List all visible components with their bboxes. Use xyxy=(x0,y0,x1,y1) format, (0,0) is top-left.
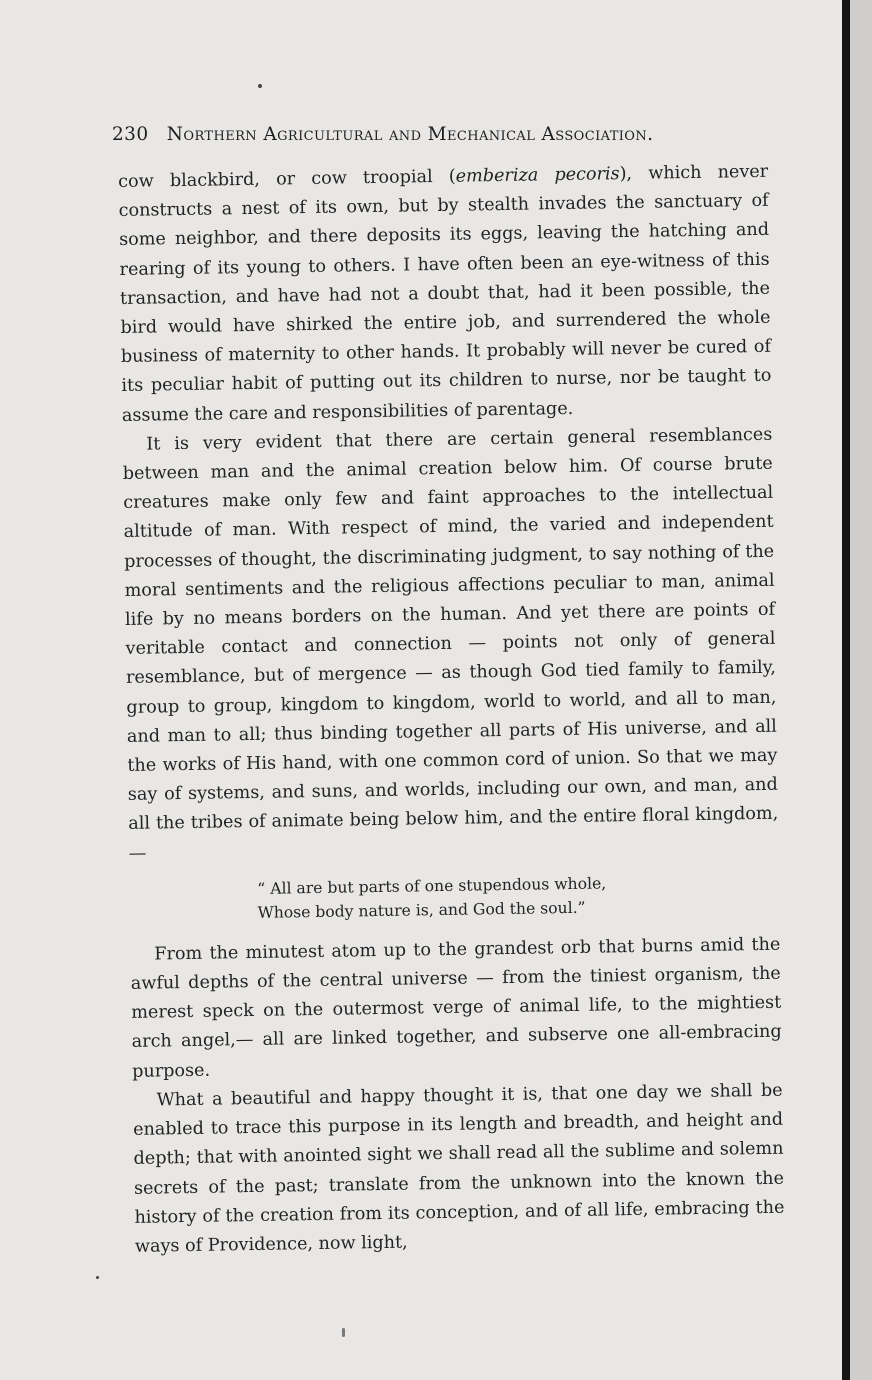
background-beyond-page xyxy=(850,0,872,1380)
running-header xyxy=(112,124,752,145)
body-text xyxy=(118,158,785,1262)
paragraph-4: What a beautiful and happy thought it is, that one day we shall be enabled to trace this purpose in its length and breadth, and height and depth; that with anointed sight we shall read all the sublime and solemn secrets of the past; translate from the unknown into the known the history of the creation from its conception, and of all life, embracing the ways of Providence, now light, xyxy=(132,1080,785,1257)
paragraph-3: From the minutest atom up to the grandest orb that burns amid the awful depths of the central universe — from the tiniest organism, the merest speck on the outermost verge of animal life, to the mightiest arch angel,— all are linked together, and subserve one all-embracing purpose. xyxy=(130,934,782,1082)
page-number: 230 xyxy=(112,124,149,145)
paragraph-2: It is very evident that there are certain general resemblances between man and the animal creation below him. Of course brute creatures make only few and faint approaches to the intellectual altitude of man. With respect of mind, the varied and independent processes of thought, the discriminating judgment, to say nothing of the moral sentiments and the religious affections peculiar to man, animal life by no means borders on the human. And yet there are points of veritable contact and connection — points not only of general resemblance, but of mergence — as though God tied family to family, group to group, kingdom to kingdom, world to world, and all to man, and man to all; thus binding together all parts of His universe, and all the works of His hand, with one common cord of union. So that we may say of systems, and suns, and worlds, including our own, and man, and all the tribes of animate being below him, and the entire floral kingdom,— xyxy=(122,424,779,864)
verse-line-2: Whose body nature is, and God the soul.” xyxy=(257,898,586,922)
verse-quotation xyxy=(129,869,780,927)
paper-speck xyxy=(342,1328,345,1337)
paragraph-1 xyxy=(118,158,772,431)
page-edge-shadow xyxy=(842,0,850,1380)
paper-speck xyxy=(258,84,262,88)
latin-species-name: emberiza pecoris xyxy=(455,164,620,187)
paragraph-1-start: cow blackbird, or cow troopial ( xyxy=(118,166,456,192)
paragraph-1-rest: ), which never constructs a nest of its own, but by stealth invades the sanctuary of some neighbor, and there deposits its eggs, leaving the hatching and rearing of its young to others. I have often been an eye-witness of this transaction, and have had not a doubt that, had it been possible, the bird would have shirked the entire job, and surrendered the whole business of maternity to other hands. It probably will never be cured of its peculiar habit of putting out its children to nurse, nor be taught to assume the care and responsibilities of parentage. xyxy=(118,161,772,426)
verse-line-1: “ All are but parts of one stupendous whole, xyxy=(257,874,607,898)
paper-speck xyxy=(96,1276,99,1279)
running-title: Northern Agricultural and Mechanical Association. xyxy=(166,124,654,145)
